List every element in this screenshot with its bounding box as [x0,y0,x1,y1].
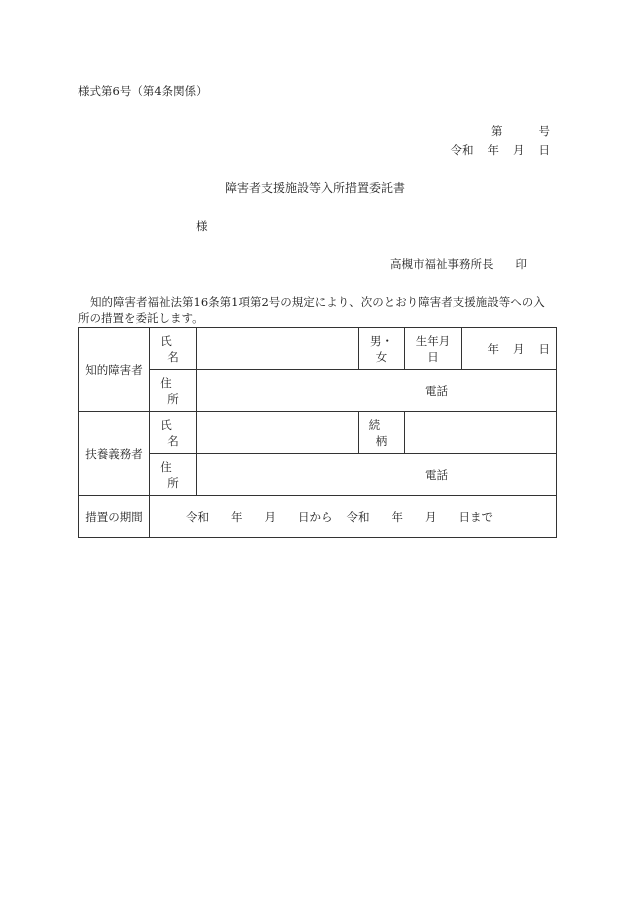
phone-label: 電話 [425,383,448,398]
name-label: 氏名 [150,412,197,454]
disabled-person-name-field[interactable] [197,328,359,370]
address-label: 住所 [150,454,197,496]
document-number [491,124,550,138]
issuer [390,257,527,271]
disabled-person-label: 知的障害者 [79,328,150,412]
relation-label: 続柄 [359,412,405,454]
guardian-address-field[interactable] [197,454,557,496]
guardian-label: 扶養義務者 [79,412,150,496]
date-year: 年 [487,143,499,157]
issuer-name: 高槻市福祉事務所長 [390,257,494,271]
phone-label: 電話 [425,467,448,482]
period-label: 措置の期間 [79,496,150,538]
number-go: 号 [538,124,550,138]
number-dai: 第 [491,124,503,138]
table-row [79,496,557,538]
issue-date [451,143,551,157]
date-era: 令和 [450,143,474,157]
consignment-table [78,327,557,538]
address-label: 住所 [150,370,197,412]
body-text: 知的障害者福祉法第16条第1項第2号の規定により、次のとおり障害者支援施設等への入所の措置を委託します。 [78,295,545,325]
date-month: 月 [513,143,525,157]
date-day: 日 [538,143,550,157]
issuer-seal: 印 [515,257,527,271]
period-field[interactable]: 令和 年 月 日から 令和 年 月 日まで [150,496,557,538]
table-row [79,412,557,454]
document-title: 障害者支援施設等入所措置委託書 [224,181,405,195]
disabled-person-address-field[interactable] [197,370,557,412]
table-row [79,370,557,412]
name-label: 氏名 [150,328,197,370]
form-id: 様式第6号（第4条関係） [78,84,208,98]
relation-field[interactable] [405,412,557,454]
table-row [79,328,557,370]
gender-field[interactable]: 男・女 [359,328,405,370]
guardian-name-field[interactable] [197,412,359,454]
addressee-suffix: 様 [196,219,208,233]
birthdate-label: 生年月日 [405,328,462,370]
table-row [79,454,557,496]
birthdate-field[interactable]: 年 月 日 [462,328,557,370]
